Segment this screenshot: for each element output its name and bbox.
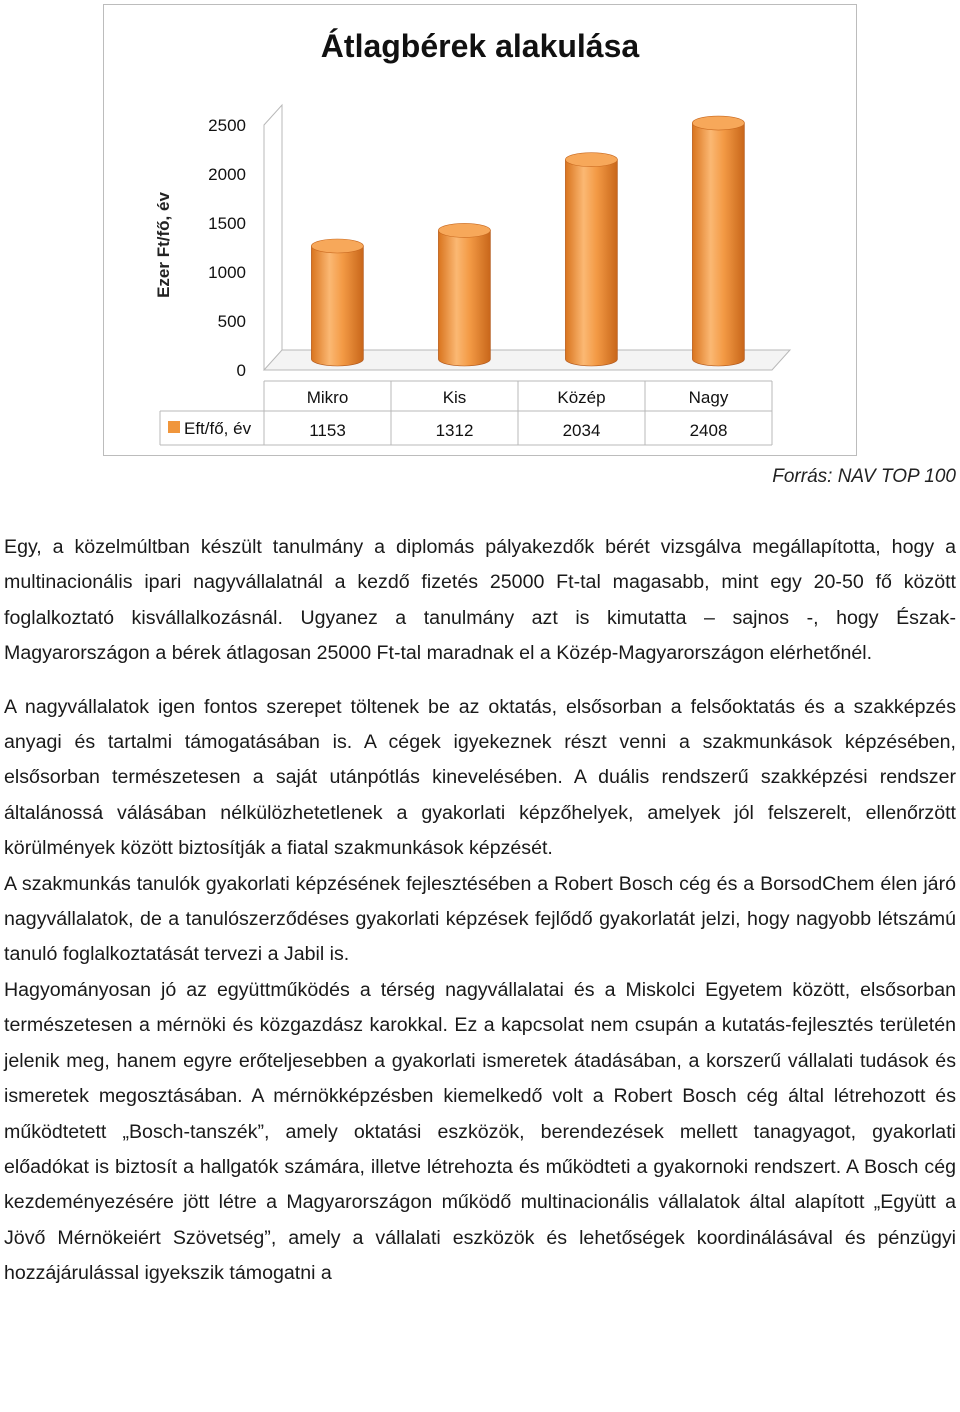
value-label-3: 2408	[689, 421, 728, 440]
paragraph-4: Hagyományosan jó az együttműködés a térség nagyvállalatai és a Miskolci Egyetem között, elsősorban természetesen a mérnöki és közgazdász karokkal. Ez a kapcsolat nem csupán a kutatás-fejlesztés területén jelenik meg, hanem egyre erőteljesebben a gyakorlati ismeretek átadásában, a korszerű vállalati tudások és ismeretek megosztásában. A mérnökképzésben kiemelkedő volt a Robert Bosch cég által létrehozott és működtetett „Bosch-tanszék”, amely oktatási eszközök, berendezések mellett tanagyagot, gyakorlati előadókat is biztosít a hallgatók számára, illetve létrehozta és működteti a gyakornoki rendszert. A Bosch cég kezdeményezésére jött létre a Magyarországon működő multinacionális vállalatok által alapított „Együtt a Jövő Mérnökeiért Szövetség”, amely a vállalati eszközök és lehetőségek koordinálásával és pénzügyi hozzájárulással igyekszik támogatni a	[4, 978, 956, 1285]
category-label-2: Közép	[557, 388, 606, 407]
source-note: Forrás: NAV TOP 100	[772, 466, 956, 487]
bar-Kis	[438, 230, 490, 366]
paragraph-2: A nagyvállalatok igen fontos szerepet töltenek be az oktatás, elsősorban a felsőoktatás és a szakképzés anyagi és tartalmi támogatásában is. A cégek igyekeznek részt venni a szakmunkások képzésében, elsősorban természetesen a saját utánpótlás kinevelésében. A duális rendszerű szakképzési rendszer általánossá válásában nélkülözhetetlenek a gyakorlati képzőhelyek, amelyek jól felszerelt, ellenőrzött körülmények között biztosítják a fiatal szakmunkások képzését.	[4, 695, 956, 860]
y-tick-label-4: 2000	[208, 165, 246, 184]
y-tick-label-1: 500	[217, 312, 246, 331]
paragraph-3: A szakmunkás tanulók gyakorlati képzésének fejlesztésében a Robert Bosch cég és a BorsodChem élen járó nagyvállalatok, de a tanulószerződéses gyakorlati képzések fejlődő gyakorlatát jelzi, hogy nagyobb létszámú tanuló foglalkoztatását tervezi a Jabil is.	[4, 872, 956, 966]
bar-top-Nagy	[692, 116, 744, 130]
y-axis-label: Ezer Ft/fő, év	[154, 192, 173, 298]
y-tick-label-2: 1000	[208, 263, 246, 282]
category-label-1: Kis	[442, 388, 467, 407]
paragraph-1: Egy, a közelmúltban készült tanulmány a diplomás pályakezdők bérét vizsgálva megállapította, hogy a multinacionális ipari nagyvállalatnál a kezdő fizetés 25000 Ft-tal magasabb, mint egy 20-50 fő között foglalkoztató kisvállalkozásnál. Ugyanez a tanulmány azt is kimutatta – sajnos -, hogy Észak-Magyarországon a bérek átlagosan 25000 Ft-tal maradnak el a Közép-Magyarországon elérhetőnél.	[4, 536, 956, 665]
chart-title: Átlagbérek alakulása	[320, 28, 640, 64]
value-label-1: 1312	[435, 421, 474, 440]
value-label-0: 1153	[309, 421, 346, 440]
category-label-3: Nagy	[688, 388, 729, 407]
y-tick-label-3: 1500	[208, 214, 246, 233]
chart-side-wall	[264, 105, 282, 370]
y-tick-label-0: 0	[236, 361, 246, 380]
legend-series-name: Eft/fő, év	[184, 419, 252, 438]
body-text	[4, 530, 956, 1292]
bar-Mikro	[311, 246, 363, 366]
bar-top-Közép	[565, 153, 617, 167]
category-label-0: Mikro	[306, 388, 349, 407]
bar-Közép	[565, 160, 617, 366]
bar-Nagy	[692, 123, 744, 366]
value-label-2: 2034	[562, 421, 601, 440]
chart-frame	[103, 4, 857, 456]
bar-top-Kis	[438, 223, 490, 237]
y-tick-label-5: 2500	[208, 116, 246, 135]
legend-swatch	[168, 421, 180, 433]
bar-top-Mikro	[311, 239, 363, 253]
bar-chart	[104, 5, 856, 455]
